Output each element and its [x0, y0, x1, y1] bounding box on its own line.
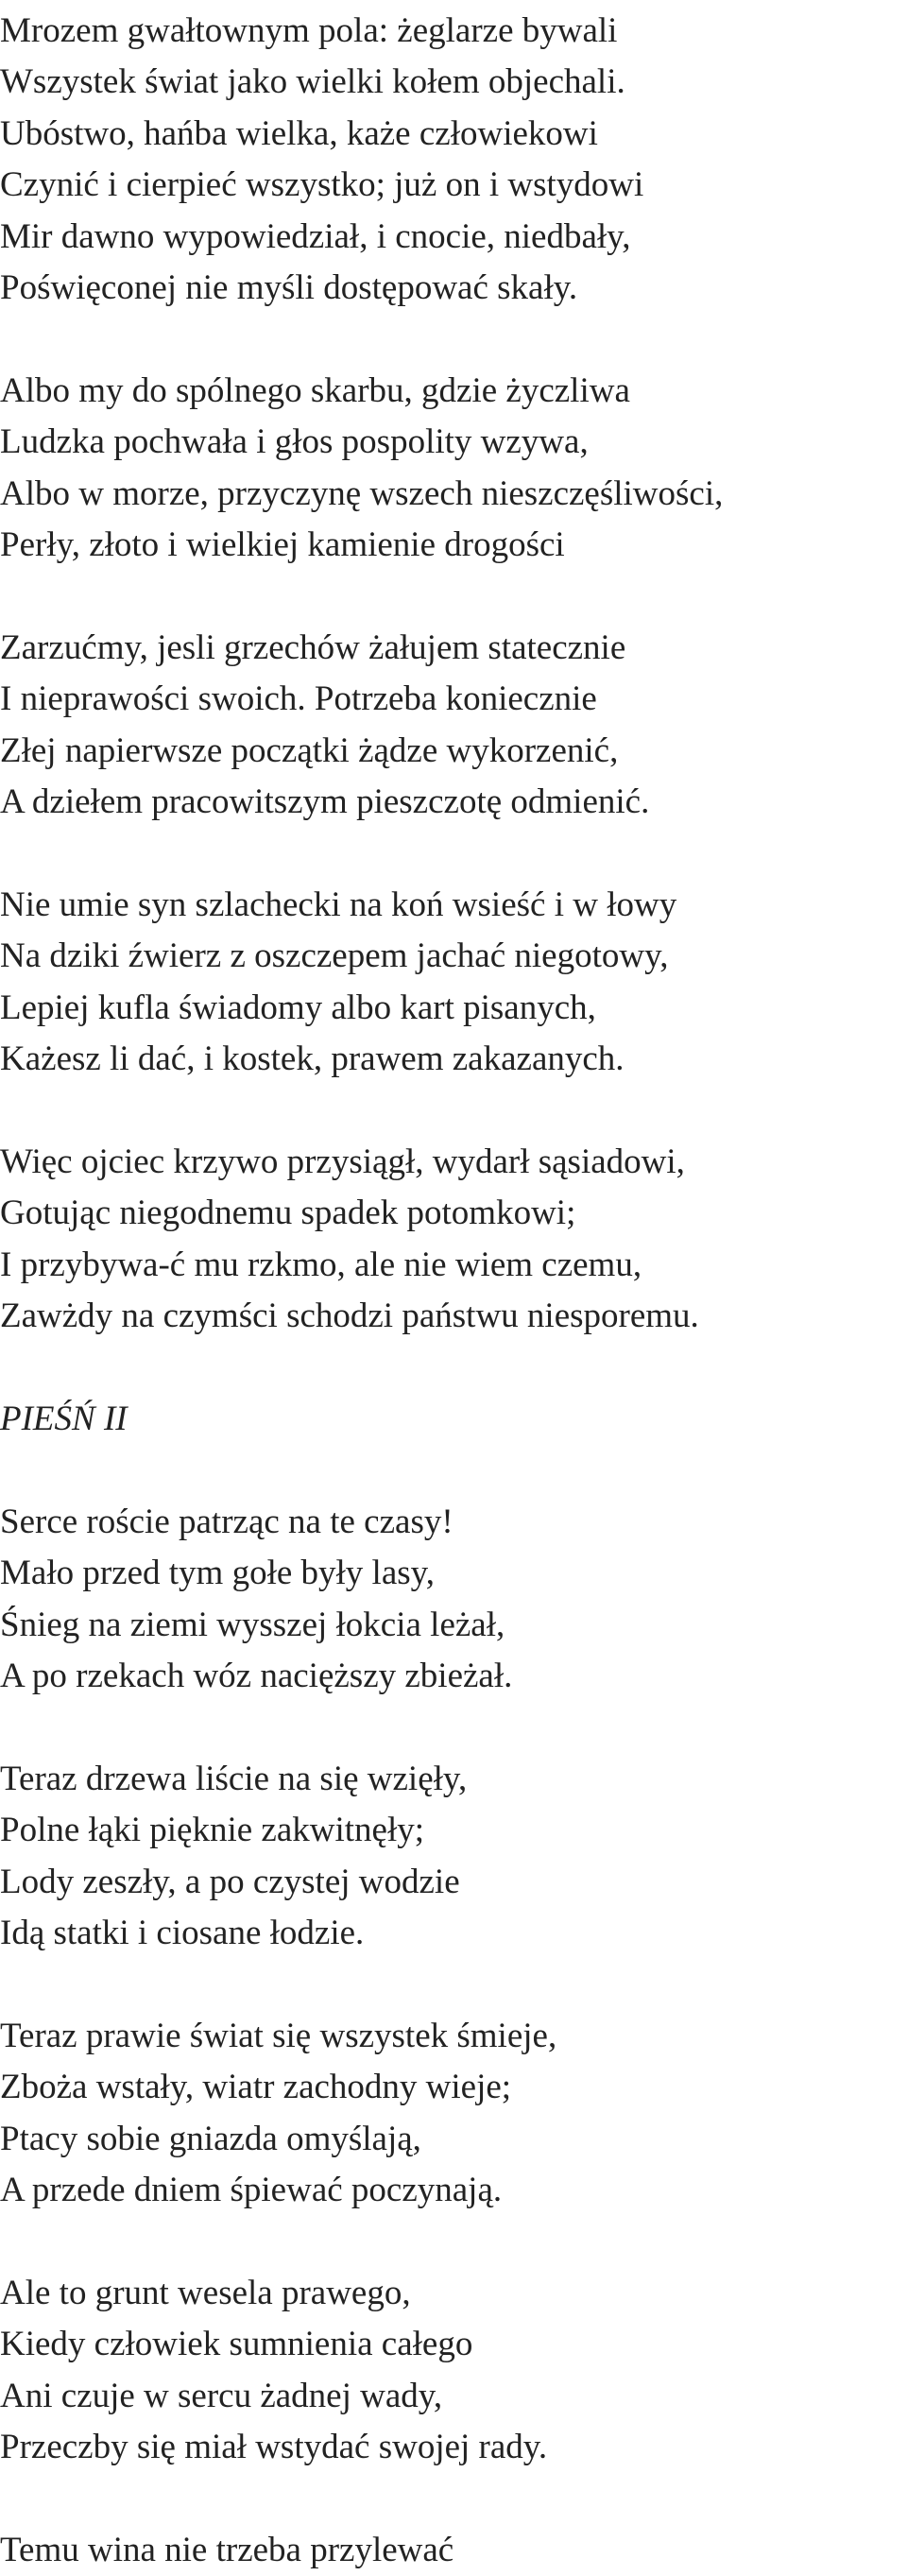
stanza-gap [0, 1085, 907, 1136]
poem-line: Serce roście patrząc na te czasy! [0, 1502, 454, 1541]
stanza [0, 6, 907, 314]
poem-line: Przeczby się miał wstydać swojej rady. [0, 2427, 548, 2466]
poem-line: Lody zeszły, a po czystej wodzie [0, 1862, 460, 1901]
poem-line: Ale to grunt wesela prawego, [0, 2273, 411, 2312]
poem-line: Każesz li dać, i kostek, prawem zakazanych. [0, 1039, 625, 1079]
stanza-gap [0, 1959, 907, 2010]
stanza [0, 2011, 907, 2217]
stanza-gap [0, 828, 907, 879]
poem-line: Teraz drzewa liście na się wzięły, [0, 1759, 468, 1798]
stanza [0, 1754, 907, 1960]
stanza [0, 2525, 907, 2576]
poem-line: Perły, złoto i wielkiej kamienie drogości [0, 525, 565, 565]
poem-line: Nie umie syn szlachecki na koń wsieść i w łowy [0, 884, 677, 924]
poem-line: Ani czuje w sercu żadnej wady, [0, 2376, 443, 2415]
poem-line: Czynić i cierpieć wszystko; już on i wstydowi [0, 165, 644, 205]
stanza [0, 1137, 907, 1343]
poem-line: Ludzka pochwała i głos pospolity wzywa, [0, 422, 589, 462]
stanza-gap [0, 1702, 907, 1753]
stanza [0, 2268, 907, 2474]
poem-line: A po rzekach wóz nacięższy zbieżał. [0, 1656, 513, 1695]
poem-line: Kiedy człowiek sumnienia całego [0, 2325, 473, 2364]
poem-line: Ubóstwo, hańba wielka, każe człowiekowi [0, 113, 598, 153]
stanza-gap [0, 571, 907, 622]
poem-line: Lepiej kufla świadomy albo kart pisanych, [0, 987, 596, 1027]
poem-line: Zawżdy na czymści schodzi państwu niesporemu. [0, 1297, 699, 1336]
poem-line: Albo my do spólnego skarbu, gdzie życzliwa [0, 370, 630, 410]
song-heading: PIEŚŃ II [0, 1399, 128, 1438]
poem-line: Ptacy sobie gniazda omyślają, [0, 2119, 421, 2158]
poem-line: Gotując niegodnemu spadek potomkowi; [0, 1194, 576, 1233]
poem-line: Śnieg na ziemi wysszej łokcia leżał, [0, 1605, 505, 1644]
poem-line: Mrozem gwałtownym pola: żeglarze bywali [0, 11, 618, 50]
poem-text [0, 6, 907, 2576]
stanza-gap [0, 1445, 907, 1496]
poem-line: A przede dniem śpiewać poczynają. [0, 2170, 503, 2209]
stanza-gap [0, 314, 907, 365]
poem-line: Zboża wstały, wiatr zachodny wieje; [0, 2068, 512, 2107]
stanza-gap [0, 1343, 907, 1394]
poem-line: Mało przed tym gołe były lasy, [0, 1554, 436, 1593]
poem-line: Złej napierwsze początki żądze wykorzenić, [0, 730, 619, 770]
stanza-gap [0, 2216, 907, 2267]
poem-line: Wszystek świat jako wielki kołem objechali. [0, 62, 625, 102]
poem-line: Albo w morze, przyczynę wszech nieszczęśliwości, [0, 473, 724, 513]
stanza [0, 366, 907, 572]
poem-line: I przybywa-ć mu rzkmo, ale nie wiem czemu, [0, 1245, 642, 1284]
stanza [0, 1497, 907, 1703]
poem-line: Na dziki źwierz z oszczepem jachać niegotowy, [0, 936, 669, 976]
poem-line: Mir dawno wypowiedział, i cnocie, niedbały, [0, 216, 631, 256]
stanza [0, 623, 907, 829]
stanza-gap [0, 2473, 907, 2524]
poem-line: Idą statki i ciosane łodzie. [0, 1913, 365, 1952]
poem-line: Temu wina nie trzeba przylewać [0, 2530, 454, 2569]
poem-line: Zarzućmy, jesli grzechów żałujem statecznie [0, 627, 626, 667]
poem-line: Więc ojciec krzywo przysiągł, wydarł sąsiadowi, [0, 1142, 685, 1181]
poem-line: A dziełem pracowitszym pieszczotę odmienić. [0, 782, 650, 822]
stanza [0, 880, 907, 1086]
poem-line: I nieprawości swoich. Potrzeba koniecznie [0, 679, 597, 719]
poem-line: Poświęconej nie myśli dostępować skały. [0, 268, 578, 308]
poem-line: Teraz prawie świat się wszystek śmieje, [0, 2016, 557, 2055]
poem-line: Polne łąki pięknie zakwitnęły; [0, 1811, 425, 1850]
